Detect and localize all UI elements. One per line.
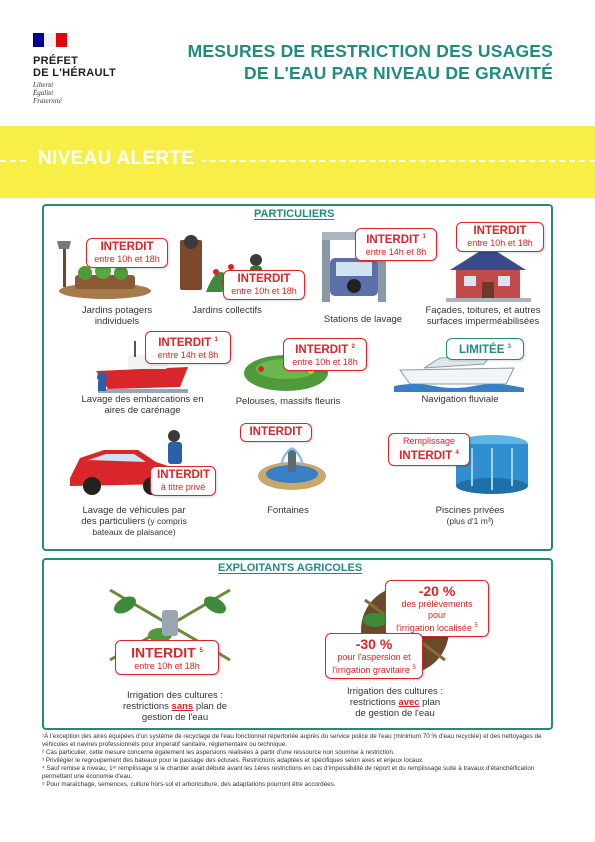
footnotes (42, 733, 557, 789)
footnote-2: ² Cas particulier, cette mesure concerne également les aspersions réalisées à partir d'une ressource non soumise à restriction. (42, 749, 395, 756)
caption-stations-lavage: Stations de lavage (323, 314, 403, 325)
caption-jardins-potagers: Jardins potagers individuels (81, 305, 153, 327)
republic-motto: Liberté Égalité Fraternité (33, 81, 62, 105)
badge-facades: INTERDIT entre 10h et 18h (456, 222, 544, 252)
badge-fontaines: INTERDIT (240, 423, 312, 442)
badge-navigation: LIMITÉE $^3$ (446, 338, 524, 360)
caption-jardins-collectifs: Jardins collectifs (192, 305, 262, 316)
badge-lavage-vehicules: INTERDIT à titre privé (150, 466, 216, 496)
footnote-5: ⁵ Pour maraîchage, semences, culture hors-sol et arboriculture, des adaptations pourront être accordées. (42, 781, 336, 788)
caption-navigation: Navigation fluviale (421, 394, 499, 405)
prefecture-name: PRÉFET DE L'HÉRAULT (33, 55, 117, 79)
footnote-3: ³ Privilégier le regroupement des bateaux pour le passage des écluses. Restrictions adaptées et spécifiques selon axes et enjeux locaux. (42, 757, 424, 764)
badge-embarcations: INTERDIT $^1$ entre 14h et 8h (145, 331, 231, 364)
badge-pelouses: INTERDIT $^2$ entre 10h et 18h (283, 338, 367, 371)
badge-jardins-collectifs: INTERDIT entre 10h et 18h (223, 270, 305, 300)
caption-facades: Façades, toitures, et autres surfaces imperméabilisées (425, 305, 541, 327)
footnote-1: ¹À l'exception des aires équipées d'un système de recyclage de l'eau fonctionnel répertoriée auprès du service police de l'eau (minimum 70 % d'eau recyclée) et des nettoyages de véhicules et navires professionnels pour impératif sanitaire, réglementaire ou technique. (42, 733, 542, 748)
badge-irrigation-gravitaire: -30 % pour l'aspersion et l'irrigation gravitaire $^5$ (325, 633, 423, 679)
caption-pelouses: Pelouses, massifs fleuris (235, 396, 341, 407)
caption-embarcations: Lavage des embarcations en aires de carénage (81, 394, 204, 416)
marianne-flag-icon (33, 33, 67, 47)
badge-stations-lavage: INTERDIT $^1$ entre 14h et 8h (355, 228, 437, 261)
caption-irrigation-avec-plan: Irrigation des cultures : restrictions avec plan de gestion de l'eau (346, 686, 444, 719)
caption-fontaines: Fontaines (267, 505, 309, 516)
particuliers-title: PARTICULIERS (248, 208, 340, 220)
page-title: MESURES DE RESTRICTION DES USAGES DE L'EAU PAR NIVEAU DE GRAVITÉ (187, 41, 553, 83)
badge-piscines: Remplissage INTERDIT $^4$ (388, 433, 470, 466)
footnote-4: ⁴ Sauf remise à niveau, 1ᵉʳ remplissage si le chantier avait débuté avant les 1ères restrictions en cas d'impossibilité de report et du remplissage suite à travaux d'étanchéification permettant une économie d'eau. (42, 765, 535, 780)
caption-irrigation-sans-plan: Irrigation des cultures : restrictions sans plan de gestion de l'eau (122, 690, 228, 723)
level-title: NIVEAU ALERTE (30, 148, 202, 170)
agricoles-title: EXPLOITANTS AGRICOLES (212, 562, 368, 574)
badge-irrigation-localisee: -20 % des prélèvements pour l'irrigation localisée $^5$ (385, 580, 489, 637)
badge-irrigation-sans-plan: INTERDIT $^5$ entre 10h et 18h (115, 640, 219, 675)
prefecture-logo (33, 33, 123, 105)
caption-piscines: Piscines privées (plus d'1 m³) (435, 505, 505, 526)
badge-jardins-potagers: INTERDIT entre 10h et 18h (86, 238, 168, 268)
fountain-illustration (255, 444, 330, 494)
caption-lavage-vehicules: Lavage de véhicules par des particuliers (y compris bateaux de plaisance) (81, 505, 187, 537)
